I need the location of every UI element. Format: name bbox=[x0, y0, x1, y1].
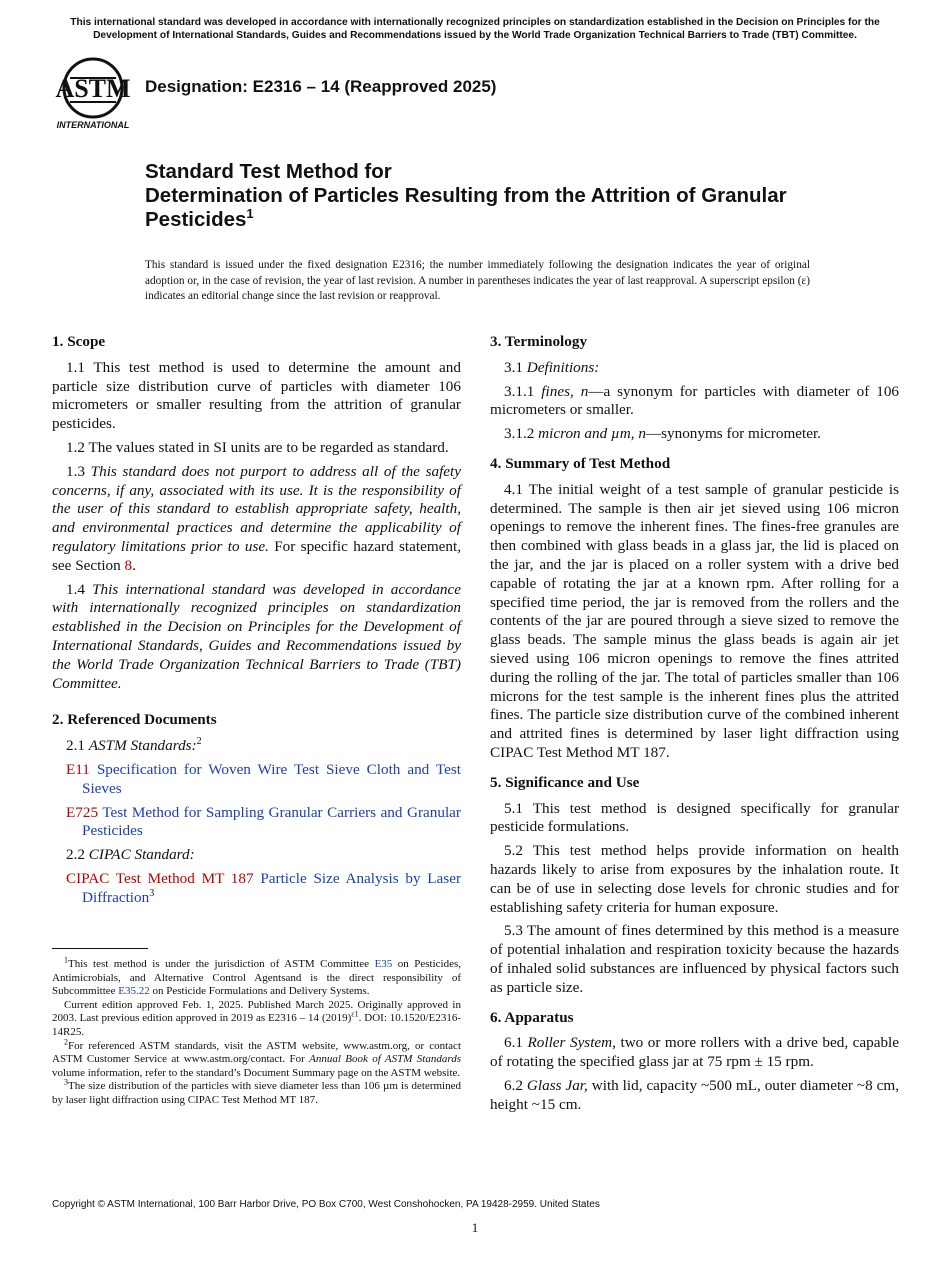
astm-logo-subtext: INTERNATIONAL bbox=[56, 120, 130, 130]
footnote-2: $^2$For referenced ASTM standards, visit the ASTM website, www.astm.org, or contact ASTM Customer Service at www.astm.org/contact. For Annual Book of ASTM Standards volume information, refer to the standard’s Document Summary page on the ASTM website. bbox=[52, 1036, 462, 1079]
preamble: This standard is issued under the fixed designation E2316; the number immediately following the designation indicates the year of original adoption or, in the case of revision, the year of last revision. A number in parentheses indicates the year of last reapproval. A superscript epsilon (ε) indicates an editorial change since the last revision or reapproval. bbox=[145, 259, 810, 302]
cipac-standard-label: 2.2 CIPAC Standard: bbox=[66, 846, 195, 864]
scope-p4: 1.4 This international standard was developed in accordance with internationally recognized principles on standardization established in the Decision on Principles for the Development of International Standards, Guides and Recommendations issued by the World Trade Organization Technical Barriers to Trade (TBT) Committee. bbox=[52, 580, 462, 692]
ref-cipac-mt187[interactable]: CIPAC Test Method MT 187 Particle Size Analysis by Laser Diffraction$^3$ bbox=[66, 869, 461, 906]
ref-cipac-code: CIPAC Test Method MT 187 bbox=[66, 869, 254, 887]
title-footnote-mark[interactable]: 1 bbox=[246, 206, 254, 222]
scope-p3: 1.3 This standard does not purport to address all of the safety concerns, if any, associated with its use. It is the responsibility of the user of this standard to establish appropriate safety, health, and environmental practices and determine the applicability of regulatory limitations prior to use. For specific hazard statement, see Section 8. bbox=[52, 462, 462, 574]
copyright: Copyright © ASTM International, 100 Barr Harbor Drive, PO Box C700, West Conshohocken, PA 19428-2959. United States bbox=[52, 1199, 600, 1210]
footnote-1-edition: Current edition approved Feb. 1, 2025. Published March 2025. Originally approved in 2003. Last previous edition approved in 2019 as E2316 – 14 $(2019)^{\varepsilon 1}$. DOI: 10.1520/E2316-14R25. bbox=[52, 998, 461, 1038]
section-terminology bbox=[490, 333, 899, 444]
summary-p1: 4.1 The initial weight of a test sample of granular pesticide is determined. The sample is then air jet sieved using 106 micron openings to remove the inherent fines. The fines-free granules are then combined with glass beads in a glass jar, the lid is placed on the jar, and the jar is placed on a roller system with a drive bed capable of rotating the jar at a known rpm. After rolling for a specified time period, the jar is removed from the rollers and the contents of the jar are poured through a sieve sized to remove the glass beads. The sample minus the glass beads is again air jet sieved using 106 micron openings to remove the fines attrited during the rolling of the jar. The total of particles smaller than 106 microns for the test sample is the inherent fines plus the attrited fines. The particle size distribution curve of the combined inherent and attrited fines is determined by laser light diffraction using CIPAC Test Method MT 187. bbox=[490, 480, 899, 761]
page-number: 1 bbox=[471, 1220, 479, 1235]
section-referenced-documents bbox=[52, 711, 461, 907]
title-line-1: Standard Test Method for bbox=[145, 160, 392, 183]
section-scope bbox=[52, 333, 461, 693]
ref-e725-title: Test Method for Sampling Granular Carriers and Granular Pesticides bbox=[82, 803, 461, 840]
section-8-link[interactable]: 8 bbox=[124, 556, 133, 574]
refs-heading: 2. Referenced Documents bbox=[52, 711, 217, 729]
astm-logo bbox=[52, 56, 134, 130]
significance-heading: 5. Significance and Use bbox=[490, 773, 640, 791]
title-line-2: Determination of Particles Resulting from the Attrition of Granular Pesticides$^1$ bbox=[145, 184, 787, 231]
ref-e11[interactable] bbox=[52, 761, 461, 799]
ref-e725[interactable] bbox=[52, 804, 461, 842]
svg-text:ASTM: ASTM bbox=[55, 74, 131, 103]
scope-p1: 1.1 This test method is used to determine the amount and particle size distribution curve of particles with diameter 106 micrometers or smaller resulting from the attrition of granular pesticides. bbox=[52, 358, 461, 433]
tbt-notice: This international standard was developed in accordance with internationally recognized principles on standardization established in the Decision on Principles for the Development of International Standards, Guides and Recommendations issued by the World Trade Organization Technical Barriers to Trade (TBT) Committee. bbox=[70, 17, 880, 41]
apparatus-heading: 6. Apparatus bbox=[490, 1008, 574, 1026]
section-significance bbox=[490, 774, 899, 998]
significance-p2: 5.2 This test method helps provide information on health hazards likely to arise from exposures by the inhalation route. It can be of use in selecting dose levels for chronic studies and for establishing safety criteria for human exposure. bbox=[490, 842, 899, 916]
terminology-3-1: 3.1 Definitions: bbox=[504, 358, 600, 376]
scope-p2: 1.2 The values stated in SI units are to be regarded as standard. bbox=[66, 438, 449, 456]
terminology-3-1-2: 3.1.2 micron and µm, n—synonyms for micrometer. bbox=[504, 425, 821, 443]
document-title bbox=[145, 160, 865, 232]
left-column bbox=[52, 333, 461, 919]
scope-heading: 1. Scope bbox=[52, 333, 106, 350]
terminology-3-1-1: 3.1.1 fines, n—a synonym for particles with diameter of 106 micrometers or smaller. bbox=[490, 382, 900, 419]
right-column bbox=[490, 333, 899, 1125]
section-apparatus bbox=[490, 1009, 899, 1115]
footnote-3: $^3$The size distribution of the particles with sieve diameter less than 106 µm is determined by laser light diffraction using CIPAC Test Method MT 187. bbox=[52, 1077, 461, 1106]
ref-e11-title: Specification for Woven Wire Test Sieve Cloth and Test Sieves bbox=[82, 760, 461, 797]
ref-e11-code: E11 bbox=[66, 760, 90, 778]
ref-cipac-title: Particle Size Analysis by Laser Diffraction bbox=[82, 869, 461, 906]
footnote-1: $^1$This test method is under the jurisdiction of ASTM Committee E35 on Pesticides, Antimicrobials, and Alternative Control Agentsand is the direct responsibility of Subcommittee E35.22 on Pesticide Formulations and Delivery Systems. bbox=[52, 955, 462, 998]
subcommittee-e35-22-link[interactable]: E35.22 bbox=[118, 985, 150, 998]
committee-e35-link[interactable]: E35 bbox=[374, 958, 393, 970]
significance-p3: 5.3 The amount of fines determined by this method is a measure of potential inhalation and respiration toxicity because the hazards of inhaled solid substances are influenced by physical factors such as particle size. bbox=[490, 922, 899, 996]
section-summary bbox=[490, 455, 899, 763]
astm-logo-icon bbox=[52, 56, 134, 130]
apparatus-p1: 6.1 Roller System, two or more rollers with a drive bed, capable of rotating the specified glass jar at 75 rpm ± 15 rpm. bbox=[490, 1034, 900, 1071]
significance-p1: 5.1 This test method is designed specifically for granular pesticide formulations. bbox=[490, 799, 899, 836]
apparatus-p2: 6.2 Glass Jar, with lid, capacity ~500 mL, outer diameter ~8 cm, height ~15 cm. bbox=[490, 1076, 899, 1113]
designation: Designation: E2316 – 14 (Reapproved 2025) bbox=[145, 77, 497, 96]
footnotes bbox=[52, 955, 462, 1108]
summary-heading: 4. Summary of Test Method bbox=[490, 454, 671, 472]
astm-standards-label: 2.1 ASTM Standards:$^2$ bbox=[66, 736, 202, 755]
ref-e725-code: E725 bbox=[66, 803, 99, 821]
footnote-divider bbox=[52, 948, 148, 949]
terminology-heading: 3. Terminology bbox=[490, 333, 588, 350]
